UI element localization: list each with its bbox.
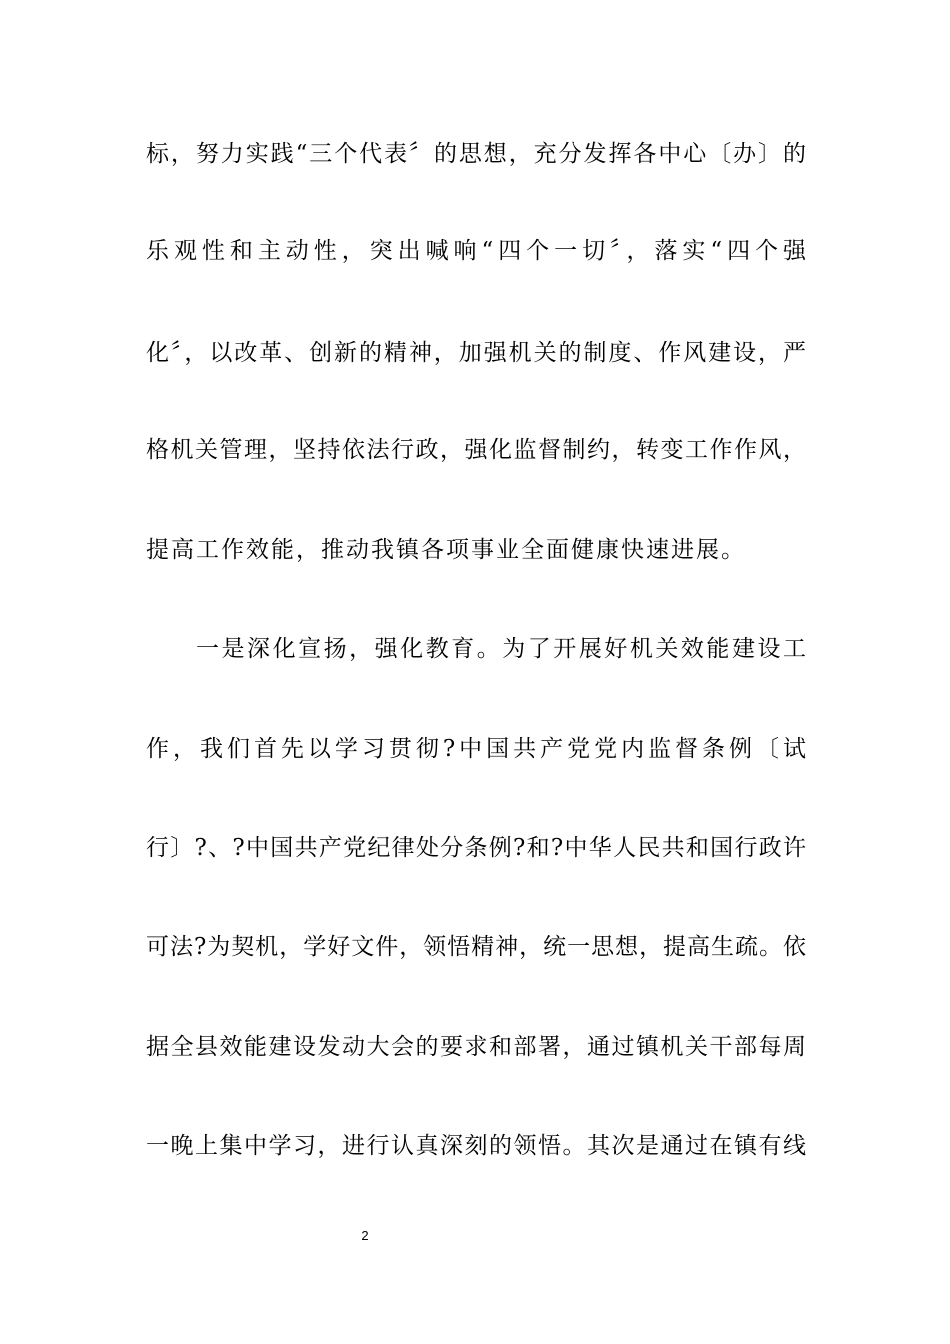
text-line-6: 一是深化宣扬，强化教育。为了开展好机关效能建设工 xyxy=(196,636,806,662)
page-number: 2 xyxy=(361,1228,369,1243)
text-line-11: 一晚上集中学习，进行认真深刻的领悟。其次是通过在镇有线 xyxy=(146,1133,806,1159)
text-line-7: 作，我们首先以学习贯彻?中国共产党党内监督条例〔试 xyxy=(146,736,806,762)
text-line-8: 行〕?、?中国共产党纪律处分条例?和?中华人民共和国行政许 xyxy=(146,835,806,861)
text-line-2: 乐观性和主动性，突出喊响“四个一切〞，落实“四个强 xyxy=(146,238,806,264)
text-line-4: 格机关管理，坚持依法行政，强化监督制约，转变工作作风， xyxy=(146,437,806,463)
text-line-10: 据全县效能建设发动大会的要求和部署，通过镇机关干部每周 xyxy=(146,1034,806,1060)
text-line-1: 标，努力实践“三个代表〞的思想，充分发挥各中心〔办〕的 xyxy=(146,141,806,167)
text-line-5: 提高工作效能，推动我镇各项事业全面健康快速进展。 xyxy=(146,537,746,563)
text-line-9: 可法?为契机，学好文件，领悟精神，统一思想，提高生疏。依 xyxy=(146,934,806,960)
text-line-3: 化〞，以改革、创新的精神，加强机关的制度、作风建设，严 xyxy=(146,340,806,366)
